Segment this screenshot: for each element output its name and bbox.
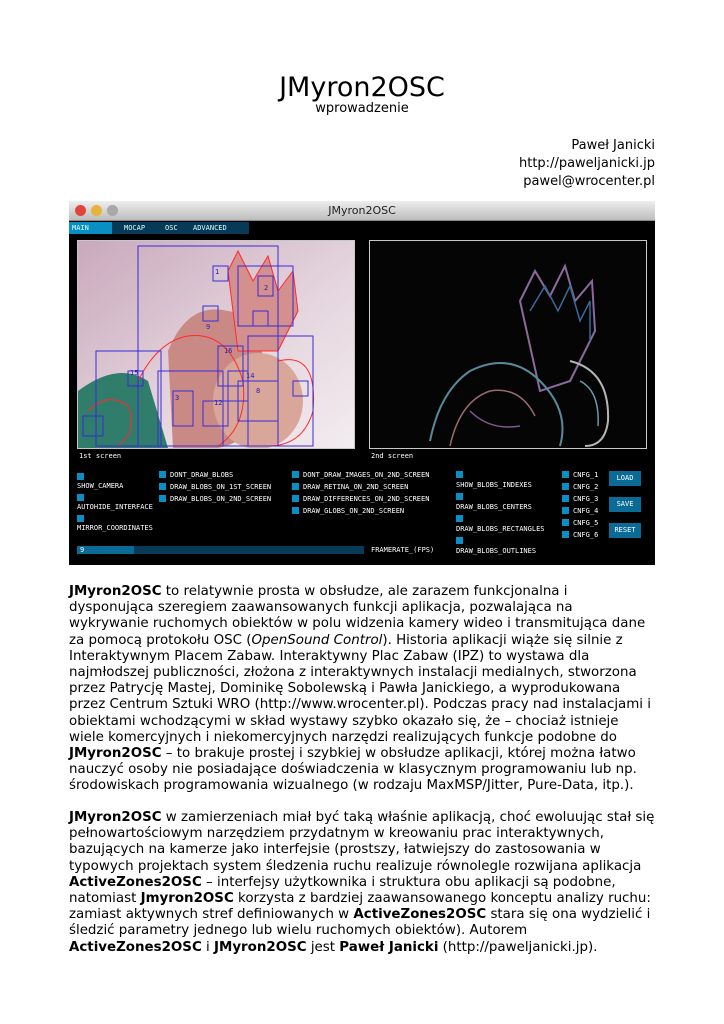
framerate-slider[interactable] (77, 546, 364, 554)
tab-mocap[interactable]: MOCAP (124, 224, 146, 232)
draw-blobs-1st-screen-toggle[interactable]: DRAW_BLOBS_ON_1ST_SCREEN (159, 483, 271, 491)
author-block (519, 137, 655, 191)
mirror-coordinates-checkbox[interactable] (77, 515, 84, 522)
draw-blobs-rectangles-checkbox[interactable] (456, 515, 463, 522)
save-button[interactable]: SAVE (609, 497, 641, 512)
blob-index: 12 (214, 399, 223, 407)
draw-retina-2nd-toggle[interactable]: DRAW_RETINA_ON_2ND_SCREEN (292, 483, 408, 491)
app-name: Jmyron2OSC (140, 891, 234, 907)
toggle-box (292, 483, 299, 490)
first-screen-label: 1st screen (79, 452, 122, 460)
app-name: JMyron2OSC (69, 584, 162, 599)
draw-blobs-centers-label: DRAW_BLOBS_CENTERS (456, 503, 532, 511)
author-name: Paweł Janicki (571, 138, 655, 153)
framerate-slider-fill (77, 546, 134, 554)
mirror-coordinates-label: MIRROR_COORDINATES (77, 524, 153, 532)
load-button[interactable]: LOAD (609, 471, 641, 486)
blob-index: 15 (130, 369, 139, 377)
draw-blobs-centers-checkbox[interactable] (456, 493, 463, 500)
draw-blobs-2nd-screen-toggle[interactable]: DRAW_BLOBS_ON_2ND_SCREEN (159, 495, 271, 503)
autohide-interface-checkbox[interactable] (77, 494, 84, 501)
draw-blobs-rectangles-label: DRAW_BLOBS_RECTANGLES (456, 525, 545, 533)
blob-index: 8 (256, 387, 261, 395)
blob-index: 2 (264, 284, 269, 292)
toggle-box (562, 519, 569, 526)
config-1-toggle[interactable]: CNFG_1 (562, 471, 598, 479)
toggle-box (292, 507, 299, 514)
blob-index: 3 (175, 394, 180, 402)
blob-index: 16 (224, 347, 233, 355)
config-4-toggle[interactable]: CNFG_4 (562, 507, 598, 515)
config-3-toggle[interactable]: CNFG_3 (562, 495, 598, 503)
toggle-box (159, 483, 166, 490)
document-title: JMyron2OSC (279, 72, 445, 103)
dont-draw-blobs-toggle[interactable]: DONT_DRAW_BLOBS (159, 471, 233, 479)
show-blobs-indexes-label: SHOW_BLOBS_INDEXES (456, 481, 532, 489)
osc-term: OpenSound Control (251, 632, 383, 648)
show-camera-label: SHOW_CAMERA (77, 482, 124, 490)
app-name: ActiveZones2OSC (69, 939, 202, 955)
framerate-label: FRAMERATE_(FPS) (371, 546, 435, 554)
toggle-box (562, 495, 569, 502)
show-camera-checkbox[interactable] (77, 473, 84, 480)
draw-blobs-outlines-checkbox[interactable] (456, 537, 463, 544)
second-screen-label: 2nd screen (371, 452, 414, 460)
framerate-value: 9 (80, 546, 85, 554)
blob-index: 1 (215, 268, 220, 276)
config-6-toggle[interactable]: CNFG_6 (562, 531, 598, 539)
window-title: JMyron2OSC (328, 204, 396, 217)
tab-bar (69, 222, 249, 234)
author-name-bold: Paweł Janicki (339, 939, 439, 955)
show-blobs-indexes-checkbox[interactable] (456, 471, 463, 478)
toggle-box (292, 495, 299, 502)
dont-draw-images-2nd-toggle[interactable]: DONT_DRAW_IMAGES_ON_2ND_SCREEN (292, 471, 429, 479)
author-email: pawel@wrocenter.pl (523, 174, 655, 189)
app-name: ActiveZones2OSC (69, 874, 202, 890)
blob-index: 14 (246, 372, 255, 380)
toggle-box (562, 471, 569, 478)
toggle-box (159, 495, 166, 502)
draw-differences-2nd-toggle[interactable]: DRAW_DIFFERENCES_ON_2ND_SCREEN (292, 495, 429, 503)
toggle-box (562, 507, 569, 514)
second-screen-view[interactable] (369, 240, 647, 449)
draw-globs-2nd-toggle[interactable]: DRAW_GLOBS_ON_2ND_SCREEN (292, 507, 404, 515)
window-titlebar (69, 201, 655, 221)
toggle-box (292, 471, 299, 478)
toggle-box (562, 483, 569, 490)
autohide-interface-label: AUTOHIDE_INTERFACE (77, 503, 153, 511)
toggle-box (562, 531, 569, 538)
app-window-screenshot (69, 201, 655, 565)
tab-osc[interactable]: OSC (165, 224, 178, 232)
document-subtitle: wprowadzenie (315, 101, 409, 116)
first-screen-camera-view[interactable] (77, 240, 355, 449)
app-name: JMyron2OSC (214, 939, 307, 955)
second-screen-image (370, 241, 646, 448)
app-name: JMyron2OSC (69, 810, 162, 825)
toggle-box (159, 471, 166, 478)
tab-main[interactable]: MAIN (69, 222, 112, 234)
paragraph-2: JMyron2OSC w zamierzeniach miał być taką właśnie aplikacją, choć ewoluując stał się pełnowartościowym narzędziem przydatnym w kreowaniu prac interaktywnych, bazujących na kamerze jako interfejsie (prostszy, łatwiejszy do zastosowania w typowych projektach system śledzenia ruchu realizuje równolegle rozwijana aplikacja ActiveZones2OSC – interfejsy użytkownika i struktura obu aplikacji są podobne, natomiast Jmyron2OSC korzysta z bardziej zaawansowanego konceptu analizy ruchu: zamiast aktywnych stref definiowanych w ActiveZones2OSC stara się ona wydzielić i śledzić parametry jednego lub wielu ruchomych obiektów). Autorem ActiveZones2OSC i JMyron2OSC jest Paweł Janicki (http://paweljanicki.jp). (69, 810, 655, 955)
config-2-toggle[interactable]: CNFG_2 (562, 483, 598, 491)
paragraph-1: JMyron2OSC to relatywnie prosta w obsłudze, ale zarazem funkcjonalna i dysponująca szeregiem zaawansowanych funkcji aplikacja, pozwalająca na wykrywanie ruchomych obiektów w polu widzenia kamery wideo i transmitująca dane za pomocą protokołu OSC (OpenSound Control). Historia aplikacji wiąże się silnie z Interaktywnym Placem Zabaw. Interaktywny Plac Zabaw (IPZ) to wystawa dla najmłodszej publiczności, złożona z interaktywnych instalacji medialnych, stworzona przez Patrycję Mastej, Dominikę Sobolewską i Pawła Janickiego, a wyprodukowana przez Centrum Sztuki WRO (http://www.wrocenter.pl). Podczas pracy nad instalacjami i obiektami wchodzącymi w skład wystawy szybko okazało się, że – chociaż istnieje wiele komercyjnych i niekomercyjnych narzędzi realizujących funkcje podobne do JMyron2OSC – to brakuje prostej i szybkiej w obsłudze aplikacji, której można łatwo nauczyć osoby nie posiadające doświadczenia w klasycznym programowaniu lub np. środowiskach programowania wizualnego (w rodzaju MaxMSP/Jitter, Pure-Data, itp.). (69, 584, 651, 794)
config-5-toggle[interactable]: CNFG_5 (562, 519, 598, 527)
author-url: http://paweljanicki.jp (519, 156, 655, 171)
tab-advanced[interactable]: ADVANCED (193, 224, 227, 232)
blob-index: 9 (206, 323, 211, 331)
app-name: JMyron2OSC (69, 746, 162, 762)
reset-button[interactable]: RESET (609, 523, 641, 538)
draw-blobs-outlines-label: DRAW_BLOBS_OUTLINES (456, 547, 537, 555)
app-name: ActiveZones2OSC (353, 907, 487, 923)
